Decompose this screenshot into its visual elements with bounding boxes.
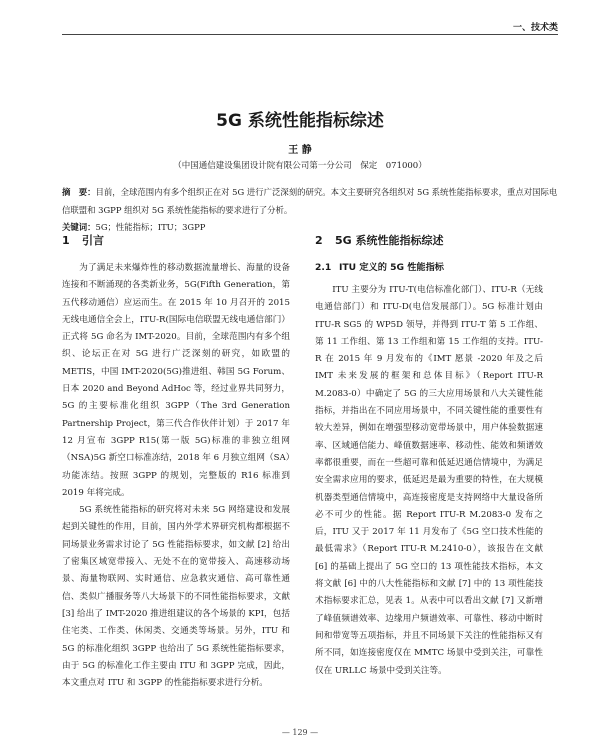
header-rule	[62, 34, 558, 35]
section-title: 引言	[82, 234, 104, 247]
affiliation: （中国通信建设集团设计院有限公司第一分公司 保定 071000）	[173, 161, 427, 171]
abstract-label: 摘 要：	[62, 187, 96, 197]
author: 王 静	[288, 145, 312, 156]
left-column	[62, 232, 290, 692]
abstract	[62, 183, 558, 219]
keywords-text: 5G；性能指标；ITU；3GPP	[95, 222, 206, 232]
subsection-number: 2.1	[315, 262, 332, 273]
abstract-text: 目前，全球范围内有多个组织正在对 5G 进行广泛深刻的研究。本文主要研究各组织对 5G 系统性能指标要求，重点对国际电信联盟和 3GPP 组织对 5G 系统性能指标的要求进行了分析。	[62, 187, 558, 215]
section-heading-overview	[315, 232, 543, 250]
intro-paragraph-2: 5G 系统性能指标的研究将对未来 5G 网络建设和发展起到关键性的作用，目前，国内外学术界研究机构都根据不同场景业务需求讨论了 5G 性能指标要求，如文献 [2] 给出了密集区域宽带接入、无处不在的宽带接入、高速移动场景、海量物联网、实时通信、应急救灾通信、高可靠性通信、类似广播服务等八大场景下的不同性能指标要求，文献 [3] 给出了 IMT-2020 推进组建议的各个场景的 KPI，包括住宅类、工作类、休闲类、交通类等场景。另外，ITU 和 5G 的标准化组织 3GPP 也给出了 5G 系统性能指标要求，由于 5G 的标准化工作主要由 ITU 和 3GPP 完成，因此，本文重点对 ITU 和 3GPP 的性能指标要求进行分析。	[62, 505, 290, 689]
intro-paragraph-1: 为了满足未来爆炸性的移动数据流量增长、海量的设备连接和不断涌现的各类新业务，5G(Fifth Generation，第五代移动通信）应运而生。在 2015 年 10 月召开的 2015 无线电通信全会上，ITU-R(国际电信联盟无线电通信部门）正式将 5G 命名为 IMT-2020。目前，全球范围内有多个组织、论坛正在对 5G 进行广泛深刻的研究，如欧盟的 METIS，中国 IMT-2020(5G)推进组、韩国 5G Forum、日本 2020 and Beyond AdHoc 等，经过业界共同努力，5G 的主要标准化组织 3GPP（The 3rd Generation Partnership Project，第三代合作伙伴计划）于 2017 年 12 月宣布 3GPP R15(第一版 5G)标准的非独立组网（NSA)5G 新空口标准冻结，2018 年 6 月独立组网（SA）功能冻结。按照 3GPP 的规划，完整版的 R16 标准到 2019 年将完成。	[62, 263, 290, 498]
subsection-heading	[315, 260, 543, 276]
section-number: 1	[62, 234, 70, 247]
right-column	[315, 232, 543, 680]
overview-paragraph-1: ITU 主要分为 ITU-T(电信标准化部门）、ITU-R（无线电通信部门）和 ITU-D(电信发展部门）。5G 标准计划由 ITU-R SG5 的 WP5D 领导，并得到 ITU-T 第 5 工作组、第 11 工作组、第 13 工作组和第 15 工作组的支持。ITU-R 在 2015 年 9 月发布的《IMT 愿景 -2020 年及之后 IMT 未来发展的框架和总体目标》（Report ITU-R M.2083-0）中确定了 5G 的三大应用场景和八大关键性能指标，并指出在不同应用场景中，不同关键性能的重要性有较大差异，例如在增强型移动宽带场景中，用户体验数据速率、区域通信能力、峰值数据速率、移动性、能效和频谱效率都很重要，而在一些超可靠和低延迟通信情境中，为满足安全需求应用的要求，低延迟是最为重要的特性，在大规模机器类型通信情境中，高连接密度是支持网络中大量设备所必不可少的性能。据 Report ITU-R M.2083-0 发布之后，ITU 又于 2017 年 11 月发布了《5G 空口技术性能的最低需求》（Report ITU-R M.2410-0），该报告在文献 [6] 的基础上提出了 5G 空口的 13 项性能技术指标，本文将文献 [6] 中的八大性能指标和文献 [7] 中的 13 项性能技术指标要求汇总，见表 1。从表中可以看出文献 [7] 又新增了峰值频谱效率、边缘用户频谱效率、可靠性、移动中断时间和带宽等五项指标，并且不同场景下关注的性能指标又有所不同，如连接密度仅在 MMTC 场景中受到关注，可靠性仅在 URLLC 场景中受到关注等。	[315, 285, 543, 676]
paper-title: 5G 系统性能指标综述	[216, 111, 384, 131]
subsection-title: ITU 定义的 5G 性能指标	[339, 262, 444, 273]
section-tag: 一、技术类	[512, 23, 558, 33]
section-number: 2	[315, 234, 323, 247]
section-title: 5G 系统性能指标综述	[335, 234, 444, 247]
page-number: — 129 —	[281, 728, 319, 737]
section-heading-intro	[62, 232, 290, 250]
keywords-label: 关键词：	[62, 222, 96, 232]
